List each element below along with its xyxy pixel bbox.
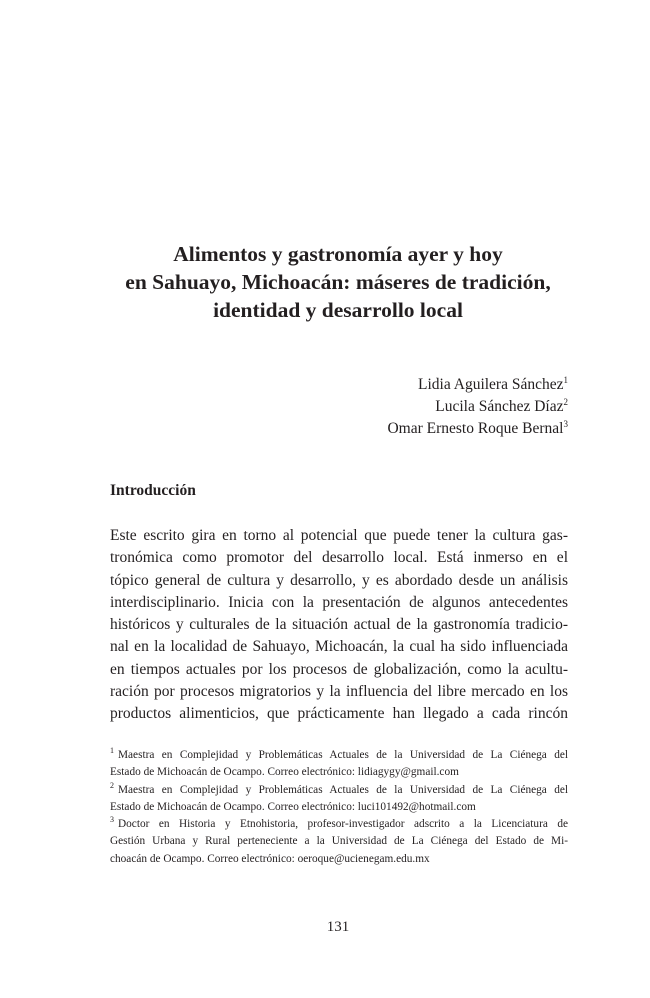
footnote-text: Maestra en Complejidad y Problemáticas Actuales de la Universidad de La Ciénega del	[118, 783, 568, 796]
title-line: identidad y desarrollo local	[213, 298, 463, 322]
author-footnote-marker[interactable]: 1	[563, 374, 568, 385]
section-heading: Introducción	[110, 482, 196, 499]
author-list	[387, 374, 568, 440]
author-name: Lidia Aguilera Sánchez	[418, 376, 564, 393]
body-line: nal en la localidad de Sahuayo, Michoacán, la cual ha sido influenciada	[110, 638, 568, 656]
title-line: Alimentos y gastronomía ayer y hoy	[173, 242, 503, 266]
footnote-line: Gestión Urbana y Rural perteneciente a la Universidad de La Ciénega del Estado de Mi-	[110, 835, 568, 848]
author-name: Lucila Sánchez Díaz	[435, 398, 564, 415]
footnotes	[110, 747, 568, 868]
author-footnote-marker[interactable]: 3	[563, 418, 568, 429]
footnote-line: choacán de Ocampo. Correo electrónico: oeroque@ucienegam.edu.mx	[110, 852, 430, 865]
body-paragraph	[110, 525, 568, 726]
footnote-text: Maestra en Complejidad y Problemáticas Actuales de la Universidad de La Ciénega del	[118, 749, 568, 761]
body-line: en tiempos actuales por los procesos de globalización, como la acultu-	[110, 660, 568, 678]
author-entry	[387, 396, 568, 418]
footnote-number: 2	[110, 780, 114, 790]
body-line: tronómica como promotor del desarrollo local. Está inmerso en el	[110, 549, 568, 567]
body-line: históricos y culturales de la situación actual de la gastronomía tradicio-	[110, 616, 568, 634]
body-line: interdisciplinario. Inicia con la presentación de algunos antecedentes	[110, 593, 568, 611]
footnote-line: Estado de Michoacán de Ocampo. Correo electrónico: lidiagygy@gmail.com	[110, 766, 459, 779]
author-footnote-marker[interactable]: 2	[563, 396, 568, 407]
footnote-number: 1	[110, 746, 114, 756]
footnote-line	[110, 782, 568, 799]
body-line: ración por procesos migratorios y la influencia del libre mercado en los	[110, 683, 568, 701]
footnote-line	[110, 747, 568, 764]
author-name: Omar Ernesto Roque Bernal	[387, 420, 564, 437]
footnote-line	[110, 816, 568, 833]
body-line: productos alimenticios, que prácticamente han llegado a cada rincón	[110, 705, 568, 723]
chapter-title	[0, 240, 650, 324]
footnote-text: Doctor en Historia y Etnohistoria, profesor-investigador adscrito a la Licenciatura de	[118, 818, 568, 831]
page-number: 131	[326, 919, 350, 935]
footnote-line: Estado de Michoacán de Ocampo. Correo electrónico: luci101492@hotmail.com	[110, 800, 476, 813]
author-entry	[387, 418, 568, 440]
body-line: tópico general de cultura y desarrollo, y es abordado desde un análisis	[110, 571, 568, 589]
title-line: en Sahuayo, Michoacán: máseres de tradición,	[125, 270, 551, 294]
footnote-number: 3	[110, 815, 114, 825]
author-entry	[387, 374, 568, 396]
body-line: Este escrito gira en torno al potencial que puede tener la cultura gas-	[110, 527, 568, 544]
